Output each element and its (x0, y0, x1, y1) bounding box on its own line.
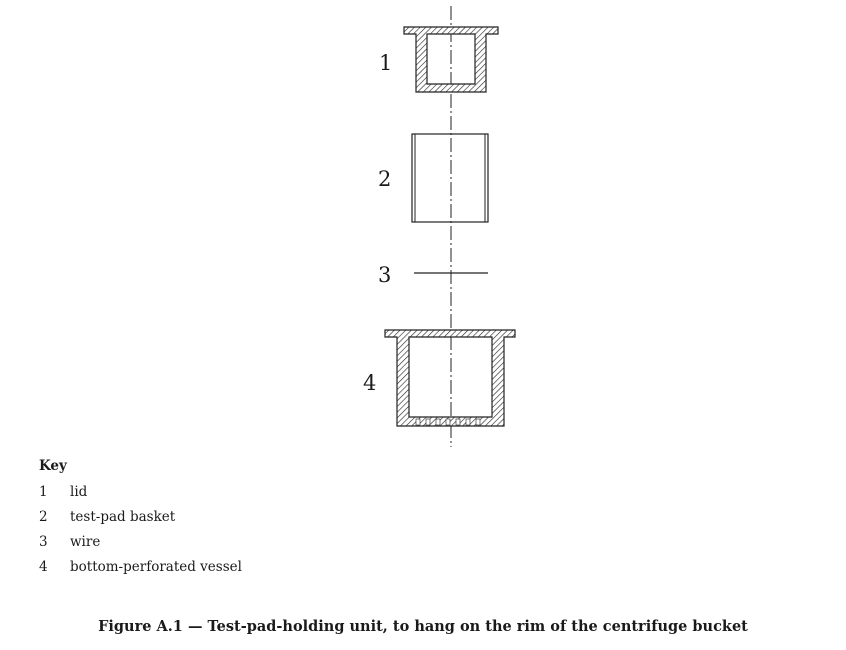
key-item-number: 4 (39, 558, 48, 575)
key-item-label: lid (70, 483, 88, 500)
key-item-number: 2 (39, 508, 48, 525)
key-item (39, 504, 242, 529)
figure-caption: Figure A.1 — Test-pad-holding unit, to hang on the rim of the centrifuge bucket (98, 618, 748, 635)
part-label-2: 2 (378, 167, 392, 191)
key-item-label: test-pad basket (70, 508, 176, 525)
part-label-1: 1 (379, 51, 393, 75)
key-item (39, 554, 242, 579)
key-item-label: bottom-perforated vessel (70, 558, 242, 575)
vessel-drawing (385, 330, 515, 426)
part-label-4: 4 (363, 371, 377, 395)
part-label-3: 3 (378, 263, 392, 287)
key-item (39, 479, 242, 504)
key-item-label: wire (70, 533, 101, 550)
key-item-number: 1 (39, 483, 48, 500)
key-item-number: 3 (39, 533, 48, 550)
key-title: Key (39, 458, 67, 474)
key-item (39, 529, 242, 554)
basket-drawing (412, 134, 488, 222)
key (39, 458, 242, 579)
